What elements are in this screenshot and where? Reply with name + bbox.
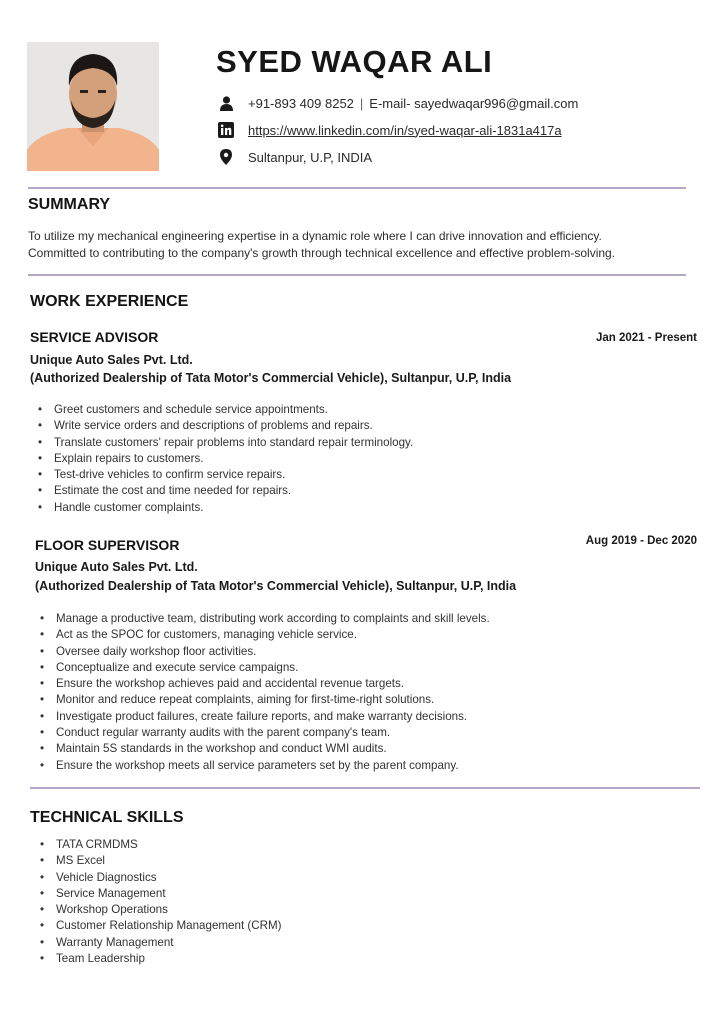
person-icon: [218, 95, 234, 111]
linkedin-link[interactable]: https://www.linkedin.com/in/syed-waqar-ali-1831a417a: [248, 122, 562, 138]
company-name: Unique Auto Sales Pvt. Ltd.: [35, 560, 198, 574]
location-text: Sultanpur, U.P, INDIA: [248, 149, 373, 165]
list-item: • Test-drive vehicles to confirm service repairs.: [36, 467, 413, 483]
list-item: • Maintain 5S standards in the workshop and conduct WMI audits.: [38, 741, 490, 757]
contact-separator: |: [359, 95, 364, 111]
list-item: • Act as the SPOC for customers, managing vehicle service.: [38, 627, 490, 643]
list-item: • Conceptualize and execute service campaigns.: [38, 660, 490, 676]
skill-item: • Workshop Operations: [38, 902, 282, 918]
list-item: • Handle customer complaints.: [36, 500, 413, 516]
list-item: • Manage a productive team, distributing work according to complaints and skill levels.: [38, 611, 490, 627]
skills-list: [38, 837, 282, 967]
contact-location: [218, 147, 372, 167]
list-item: • Oversee daily workshop floor activities.: [38, 644, 490, 660]
work-experience-heading: WORK EXPERIENCE: [30, 293, 189, 310]
list-item: • Monitor and reduce repeat complaints, aiming for first-time-right solutions.: [38, 692, 490, 708]
linkedin-icon: [218, 122, 234, 138]
job-date: Jan 2021 - Present: [595, 332, 697, 344]
summary-line: Committed to contributing to the company's growth through technical excellence and effective problem-solving.: [28, 246, 616, 260]
person-portrait: [27, 42, 159, 171]
skill-item: • Warranty Management: [38, 935, 282, 951]
header-divider: [28, 187, 686, 189]
list-item: • Translate customers' repair problems into standard repair terminology.: [36, 435, 413, 451]
list-item: • Ensure the workshop achieves paid and accidental revenue targets.: [38, 676, 490, 692]
profile-photo: [27, 42, 159, 171]
skill-item: • Service Management: [38, 886, 282, 902]
skill-item: • TATA CRMDMS: [38, 837, 282, 853]
list-item: • Write service orders and descriptions of problems and repairs.: [36, 418, 413, 434]
list-item: • Greet customers and schedule service appointments.: [36, 402, 413, 418]
job-title: SERVICE ADVISOR: [30, 329, 159, 345]
list-item: • Investigate product failures, create failure reports, and make warranty decisions.: [38, 709, 490, 725]
map-pin-icon: [218, 149, 234, 165]
technical-skills-heading: TECHNICAL SKILLS: [30, 809, 184, 826]
contact-linkedin: [218, 120, 562, 140]
list-item: • Conduct regular warranty audits with the parent company's team.: [38, 725, 490, 741]
summary-heading: SUMMARY: [28, 196, 111, 213]
list-item: • Ensure the workshop meets all service parameters set by the parent company.: [38, 758, 490, 774]
job-title: FLOOR SUPERVISOR: [35, 537, 180, 553]
skill-item: • Customer Relationship Management (CRM): [38, 918, 282, 934]
work-divider: [30, 787, 700, 789]
company-name: Unique Auto Sales Pvt. Ltd.: [30, 353, 193, 367]
company-detail: (Authorized Dealership of Tata Motor's Commercial Vehicle), Sultanpur, U.P, India: [35, 579, 517, 593]
candidate-name: SYED WAQAR ALI: [216, 44, 493, 79]
list-item: • Explain repairs to customers.: [36, 451, 413, 467]
phone-number: +91-893 409 8252: [248, 95, 354, 111]
job-date: Aug 2019 - Dec 2020: [585, 535, 697, 547]
email-address[interactable]: E-mail- sayedwaqar996@gmail.com: [369, 95, 579, 111]
job-duties-list: [36, 402, 413, 516]
job-duties-list: [38, 611, 490, 774]
skill-item: • Vehicle Diagnostics: [38, 870, 282, 886]
contact-phone-email: [218, 93, 578, 113]
summary-line: To utilize my mechanical engineering expertise in a dynamic role where I can drive innovation and efficiency.: [28, 229, 602, 243]
skill-item: • Team Leadership: [38, 951, 282, 967]
company-detail: (Authorized Dealership of Tata Motor's Commercial Vehicle), Sultanpur, U.P, India: [30, 371, 512, 385]
skill-item: • MS Excel: [38, 853, 282, 869]
summary-divider: [28, 274, 686, 276]
list-item: • Estimate the cost and time needed for repairs.: [36, 483, 413, 499]
